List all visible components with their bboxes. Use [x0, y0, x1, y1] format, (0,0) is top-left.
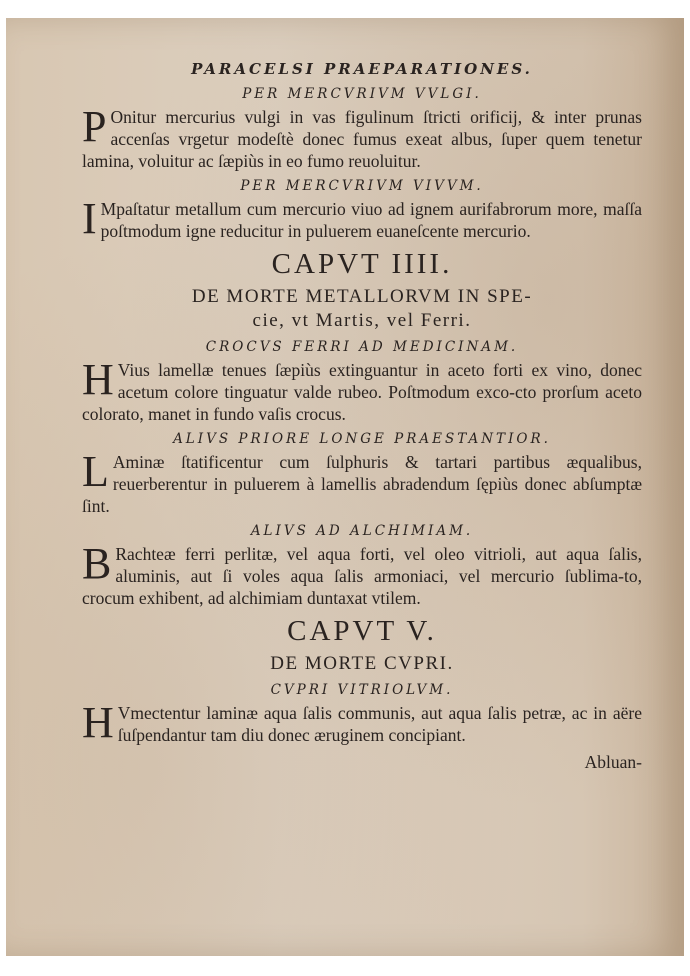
paragraph-alius-ad-alchimiam — [82, 539, 642, 609]
paragraph-cupri-vitriolum — [82, 698, 642, 747]
chapter-title-de-morte-metallorum — [82, 285, 642, 333]
section-heading-per-mercurium-vivum: PER MERCVRIVM VIVVM. — [240, 178, 484, 194]
paragraph-text: Aminæ ſtatificentur cum ſulphuris & tartari partibus æqualibus, reuerberentur in puluerem à lamellis abradendum ſępiùs donec abſumptæ ſint. — [82, 452, 642, 516]
drop-cap: I — [82, 194, 97, 243]
chapter-title-de-morte-cupri: DE MORTE CVPRI. — [270, 653, 454, 674]
drop-cap: B — [82, 539, 112, 588]
drop-cap: H — [82, 698, 114, 747]
section-heading-per-mercurium-vulgi: PER MERCVRIVM VVLGI. — [242, 86, 482, 102]
section-heading-cupri-vitriolum: CVPRI VITRIOLVM. — [270, 682, 454, 698]
chapter-title-line-1: DE MORTE METALLORVM IN SPE- — [191, 286, 533, 307]
section-heading-crocus-ferri: CROCVS FERRI AD MEDICINAM. — [205, 339, 519, 355]
catchword: Abluan- — [584, 752, 642, 772]
drop-cap: P — [82, 102, 107, 151]
chapter-heading-caput-iiii: CAPVT IIII. — [271, 248, 453, 280]
paragraph-per-mercurium-vulgi — [82, 102, 642, 172]
page-text — [82, 60, 642, 773]
paragraph-alius-priore — [82, 447, 642, 517]
drop-cap: L — [82, 447, 109, 496]
paragraph-text: Vmectentur laminæ aqua ſalis communis, aut aqua ſalis petræ, ac in aëre ſuſpendantur tam diu donec æruginem concipiant. — [117, 703, 642, 745]
paragraph-per-mercurium-vivum — [82, 194, 642, 243]
paragraph-text: Mpaſtatur metallum cum mercurio viuo ad ignem aurifabrorum more, maſſa poſtmodum igne reducitur in puluerem euaneſcente mercurio. — [100, 199, 642, 241]
chapter-heading-caput-v: CAPVT V. — [287, 615, 437, 647]
paragraph-text: Rachteæ ferri perlitæ, vel aqua forti, vel oleo vitrioli, aut aqua ſalis, aluminis, aut ſi voles aqua ſalis armoniaci, vel mercurio ſublima-to, crocum exhibent, ad alchimiam duntaxat vtilem. — [82, 544, 642, 608]
running-head: PARACELSI PRAEPARATIONES. — [191, 60, 533, 78]
section-heading-alius-priore: ALIVS PRIORE LONGE PRAESTANTIOR. — [173, 431, 551, 447]
drop-cap: H — [82, 355, 114, 404]
paragraph-crocus-ferri — [82, 355, 642, 425]
book-page — [6, 18, 684, 956]
paragraph-text: Onitur mercurius vulgi in vas figulinum ſtricti orificij, & inter prunas accenſas vrgetur modeſtè donec fumus exeat albus, ſuper quem tenetur lamina, voluitur ac ſæpiùs in eo fumo reuoluitur. — [82, 107, 642, 171]
paragraph-text: Vius lamellæ tenues ſæpiùs extinguantur in aceto forti ex vino, donec acetum colore tinguatur valde rubeo. Poſtmodum exco-cto prorſum aceto colorato, manet in fundo vaſis crocus. — [82, 360, 642, 424]
section-heading-alius-ad-alchimiam: ALIVS AD ALCHIMIAM. — [250, 523, 474, 539]
chapter-title-line-2: cie, vt Martis, vel Ferri. — [252, 310, 472, 331]
